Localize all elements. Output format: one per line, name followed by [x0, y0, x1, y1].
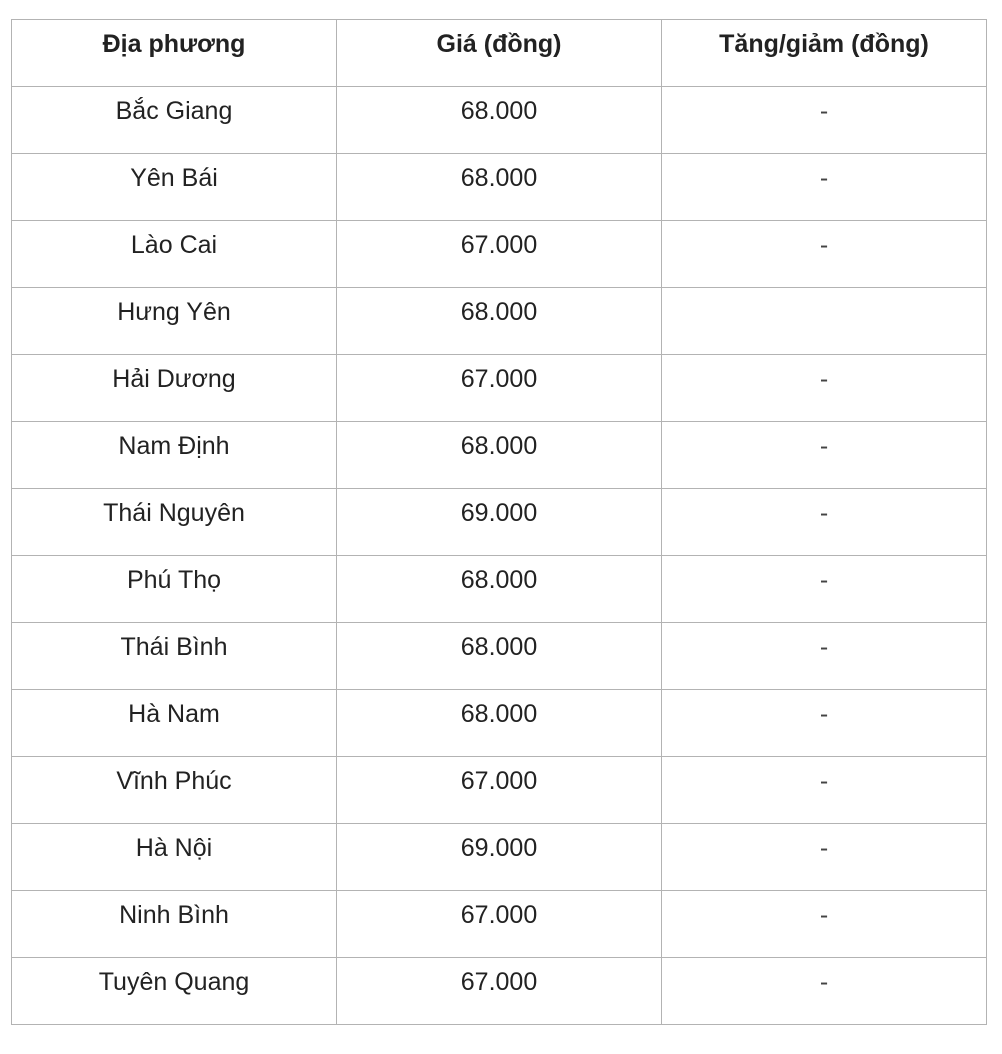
cell-change: - [662, 489, 987, 556]
cell-locality: Hải Dương [12, 355, 337, 422]
cell-change: - [662, 355, 987, 422]
cell-locality: Thái Nguyên [12, 489, 337, 556]
price-table [11, 19, 987, 1025]
table-row [12, 355, 987, 422]
table-row [12, 288, 987, 355]
table-row [12, 154, 987, 221]
cell-locality: Hưng Yên [12, 288, 337, 355]
cell-price: 67.000 [337, 958, 662, 1025]
cell-locality: Nam Định [12, 422, 337, 489]
table-row [12, 221, 987, 288]
cell-change: - [662, 87, 987, 154]
table-row [12, 824, 987, 891]
table-body [12, 87, 987, 1025]
cell-change: - [662, 422, 987, 489]
cell-price: 68.000 [337, 690, 662, 757]
cell-price: 68.000 [337, 87, 662, 154]
cell-locality: Lào Cai [12, 221, 337, 288]
table-row [12, 556, 987, 623]
cell-price: 67.000 [337, 891, 662, 958]
cell-locality: Vĩnh Phúc [12, 757, 337, 824]
cell-change: - [662, 221, 987, 288]
header-change: Tăng/giảm (đồng) [662, 20, 987, 87]
cell-price: 67.000 [337, 355, 662, 422]
cell-locality: Hà Nội [12, 824, 337, 891]
cell-price: 68.000 [337, 422, 662, 489]
table-row [12, 422, 987, 489]
table-row [12, 87, 987, 154]
cell-change: - [662, 154, 987, 221]
cell-locality: Tuyên Quang [12, 958, 337, 1025]
cell-price: 67.000 [337, 221, 662, 288]
header-price: Giá (đồng) [337, 20, 662, 87]
cell-locality: Yên Bái [12, 154, 337, 221]
table-header [12, 20, 987, 87]
cell-change [662, 288, 987, 355]
cell-price: 67.000 [337, 757, 662, 824]
cell-price: 68.000 [337, 556, 662, 623]
cell-locality: Hà Nam [12, 690, 337, 757]
cell-price: 69.000 [337, 824, 662, 891]
cell-change: - [662, 690, 987, 757]
table-row [12, 690, 987, 757]
table-row [12, 623, 987, 690]
cell-change: - [662, 556, 987, 623]
cell-price: 69.000 [337, 489, 662, 556]
cell-price: 68.000 [337, 154, 662, 221]
cell-locality: Phú Thọ [12, 556, 337, 623]
table-row [12, 891, 987, 958]
header-row [12, 20, 987, 87]
table-row [12, 489, 987, 556]
cell-change: - [662, 824, 987, 891]
cell-change: - [662, 623, 987, 690]
header-locality: Địa phương [12, 20, 337, 87]
cell-price: 68.000 [337, 623, 662, 690]
cell-locality: Bắc Giang [12, 87, 337, 154]
cell-change: - [662, 757, 987, 824]
cell-locality: Ninh Bình [12, 891, 337, 958]
table-row [12, 757, 987, 824]
cell-price: 68.000 [337, 288, 662, 355]
cell-change: - [662, 958, 987, 1025]
cell-locality: Thái Bình [12, 623, 337, 690]
table-row [12, 958, 987, 1025]
cell-change: - [662, 891, 987, 958]
